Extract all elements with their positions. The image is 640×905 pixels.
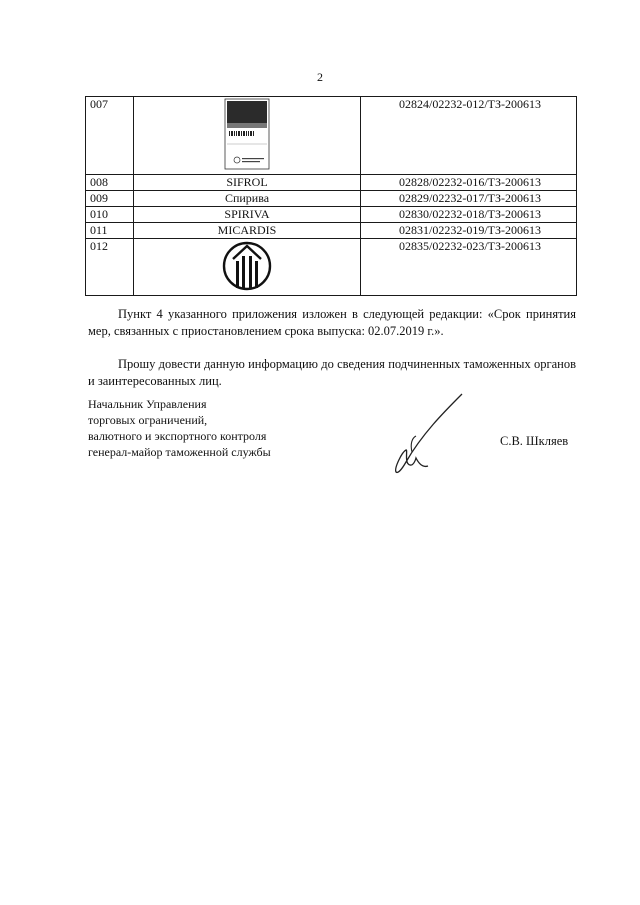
table-row — [86, 239, 577, 296]
signatory-title-line: валютного и экспортного контроля — [88, 429, 267, 443]
trademark-name: SIFROL — [134, 175, 361, 191]
registration-number: 02829/02232-017/ТЗ-200613 — [361, 191, 577, 207]
trademark-logo-cell — [134, 239, 361, 296]
signatory-name: С.В. Шкляев — [500, 434, 569, 448]
trademark-image-cell — [134, 97, 361, 175]
row-number: 011 — [86, 223, 134, 239]
handwritten-signature — [382, 392, 472, 477]
package-image — [223, 98, 271, 170]
table-row — [86, 223, 577, 239]
row-number: 009 — [86, 191, 134, 207]
registration-number: 02835/02232-023/ТЗ-200613 — [361, 239, 577, 296]
trademark-name: MICARDIS — [134, 223, 361, 239]
paragraph: Пункт 4 указанного приложения изложен в следующей редакции: «Срок принятия мер, связанных с приостановлением срока выпуска: 02.07.2019 г.». — [88, 307, 576, 338]
row-number: 012 — [86, 239, 134, 296]
trademark-table — [85, 96, 577, 296]
table-row — [86, 191, 577, 207]
signatory-title-line: Начальник Управления — [88, 397, 207, 411]
page-number: 2 — [317, 70, 323, 84]
row-number: 008 — [86, 175, 134, 191]
signatory-title-line: торговых ограничений, — [88, 413, 208, 427]
registration-number: 02830/02232-018/ТЗ-200613 — [361, 207, 577, 223]
trademark-name: SPIRIVA — [134, 207, 361, 223]
row-number: 010 — [86, 207, 134, 223]
signatory-title — [88, 396, 271, 460]
registration-number: 02831/02232-019/ТЗ-200613 — [361, 223, 577, 239]
table-row — [86, 175, 577, 191]
registration-number: 02828/02232-016/ТЗ-200613 — [361, 175, 577, 191]
registration-number: 02824/02232-012/ТЗ-200613 — [361, 97, 577, 175]
table-row — [86, 97, 577, 175]
table-row — [86, 207, 577, 223]
trademark-name: Спирива — [134, 191, 361, 207]
signatory-title-line: генерал-майор таможенной службы — [88, 445, 271, 459]
company-logo-icon — [220, 239, 274, 291]
row-number: 007 — [86, 97, 134, 175]
paragraph: Прошу довести данную информацию до сведения подчиненных таможенных органов и заинтересованных лиц. — [88, 357, 576, 388]
